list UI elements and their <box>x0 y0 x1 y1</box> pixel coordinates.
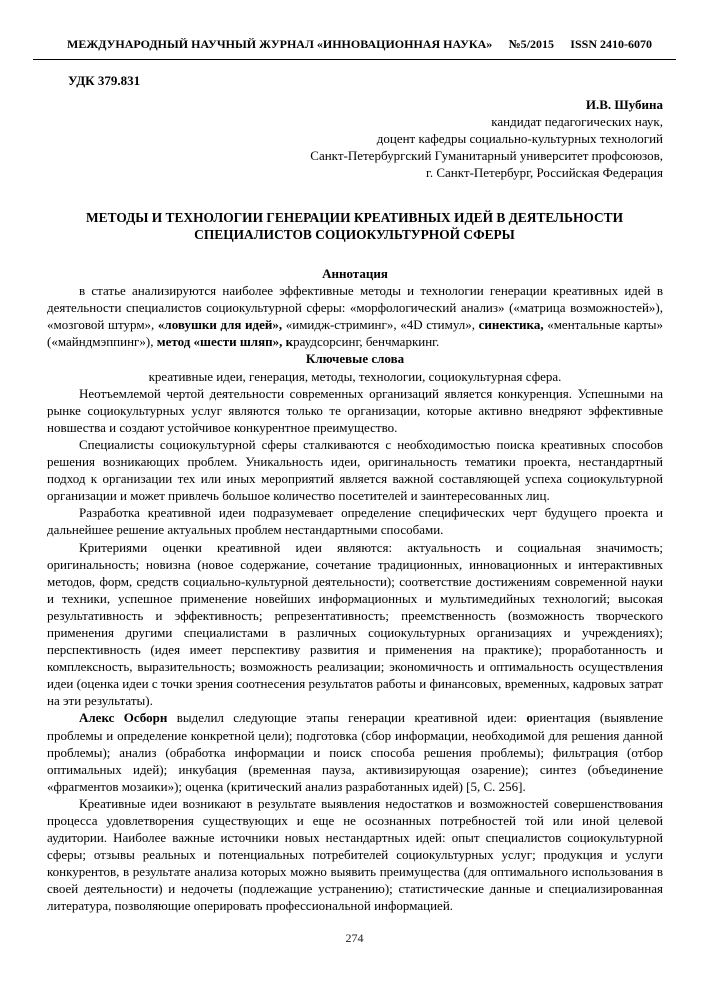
bold-text-run: «ловушки для идей», <box>157 317 283 333</box>
text-run: выделил следующие этапы генерации креативной идеи: <box>167 710 527 726</box>
page-number: 274 <box>345 931 364 945</box>
text-run: Неотъемлемой чертой деятельности современных организаций является конкуренция. Успешными на рынке социокультурных услуг являются только те организации, которые активно внедряют эффективные новшества и создают устойчивое конкурентное преимущество. <box>47 385 663 435</box>
paragraph <box>47 436 663 504</box>
bold-text-run: о <box>526 710 533 726</box>
author-line: г. Санкт-Петербург, Российская Федерация <box>425 165 663 180</box>
bold-text-run: Алекс Осборн <box>79 710 168 726</box>
text-run: «ментальные карты» («майндмэппинг»), <box>47 317 663 350</box>
udc-code: УДК 379.831 <box>68 73 141 88</box>
text-run: в статье анализируются наиболее эффективные методы и технологии генерации креативных идей в деятельности специалистов социокультурной сферы: «морфологический анализ» («матрица возможностей»), «мозговой штурм», <box>47 283 663 333</box>
paragraph <box>47 709 663 794</box>
bold-text-run: Ключевые слова <box>305 351 405 367</box>
author-block <box>47 96 663 181</box>
paragraph <box>47 539 663 710</box>
journal-title: МЕЖДУНАРОДНЫЙ НАУЧНЫЙ ЖУРНАЛ «ИННОВАЦИОННАЯ НАУКА» <box>67 37 493 51</box>
text-run: Специалисты социокультурной сферы сталкиваются с необходимостью поиска креативных способов решения возникающих проблем. Уникальность идеи, оригинальность тематики проекта, нестандартный подход к организации тех или иных мероприятий является важной составляющей успеха социокультурной организации и может привлечь большое количество посетителей и заинтересованных лиц. <box>47 436 663 504</box>
paragraph <box>47 504 663 538</box>
article-body <box>47 265 663 915</box>
author-line: Санкт-Петербургский Гуманитарный университет профсоюзов, <box>310 148 663 163</box>
annotation-heading <box>47 265 663 282</box>
author-name: И.В. Шубина <box>585 97 663 112</box>
bold-text-run: синектика, <box>478 317 544 333</box>
journal-issn: ISSN 2410-6070 <box>570 37 652 51</box>
text-run: Критериями оценки креативной идеи являются: актуальность и социальная значимость; оригинальность; новизна (новое содержание, сочетание традиционных, инновационных и интерактивных методов, форм, средств социально-культурной деятельности); соответствие достижениям современной науки и техники, успешное применение новейших информационных и мультимедийных технологий; высокая результативность и эффективность; репрезентативность; преемственность (возможность творческого применения другими специалистами в различных социокультурных организациях и учреждениях); перспективность (идея имеет перспективу развития и применения на практике); проработанность и комплексность, выразительность; возможность реализации; экономичность и оптимальность осуществления идеи (оценка идеи с точки зрения соотнесения результатов работы и финансовых, временных, кадровых затрат на эти результаты). <box>47 539 663 709</box>
text-run: «имидж-стриминг», «4D стимул», <box>282 317 479 333</box>
paragraph <box>47 385 663 436</box>
journal-issue: №5/2015 <box>508 37 554 51</box>
text-run: риентация (выявление проблемы и определение конкретной цели); подготовка (сбор информации, необходимой для решения данной проблемы); анализ (обработка информации и поиск способа решения проблемы); фильтрация (отбор оптимальных идей); инкубация (временная пауза, активизирующая озарение); синтез (объединение «фрагментов мозаики»); оценка (критический анализ разработанных идей) [5, С. 256]. <box>47 710 663 794</box>
keywords-heading <box>47 350 663 367</box>
paragraph <box>47 795 663 915</box>
keywords-line <box>47 368 663 385</box>
annotation-text <box>47 282 663 350</box>
bold-text-run: метод «шести шляп», к <box>156 334 294 350</box>
journal-header <box>47 37 662 52</box>
article-title: МЕТОДЫ И ТЕХНОЛОГИИ ГЕНЕРАЦИИ КРЕАТИВНЫХ ИДЕЙ В ДЕЯТЕЛЬНОСТИ СПЕЦИАЛИСТОВ СОЦИОКУЛЬТУРНОЙ СФЕРЫ <box>86 210 623 242</box>
text-run: Креативные идеи возникают в результате выявления недостатков и возможностей совершенствования процесса удовлетворения существующих и еще не осознанных потребностей той или иной целевой аудитории. Наиболее важные источники новых нестандартных идей: опыт специалистов социокультурной сферы; отзывы реальных и потенциальных потребителей социокультурных услуг; продукция и услуги конкурентов, в результате анализа которых можно выявить преимущества (для оптимального использования в своей деятельности) и недочеты (подлежащие устранению); статистические данные и специализированная литература, позволяющие оперировать профессиональной информацией. <box>47 795 663 914</box>
bold-text-run: Аннотация <box>322 266 388 281</box>
text-run: креативные идеи, генерация, методы, технологии, социокультурная сфера. <box>148 368 562 384</box>
header-divider <box>33 59 676 60</box>
author-line: кандидат педагогических наук, <box>491 114 663 129</box>
text-run: Разработка креативной идеи подразумевает определение специфических черт будущего проекта и дальнейшее решение актуальных проблем нестандартными способами. <box>47 505 663 538</box>
author-line: доцент кафедры социально-культурных технологий <box>376 131 663 146</box>
author-affiliation <box>47 113 663 181</box>
text-run: раудсорсинг, бенчмаркинг. <box>293 334 440 350</box>
